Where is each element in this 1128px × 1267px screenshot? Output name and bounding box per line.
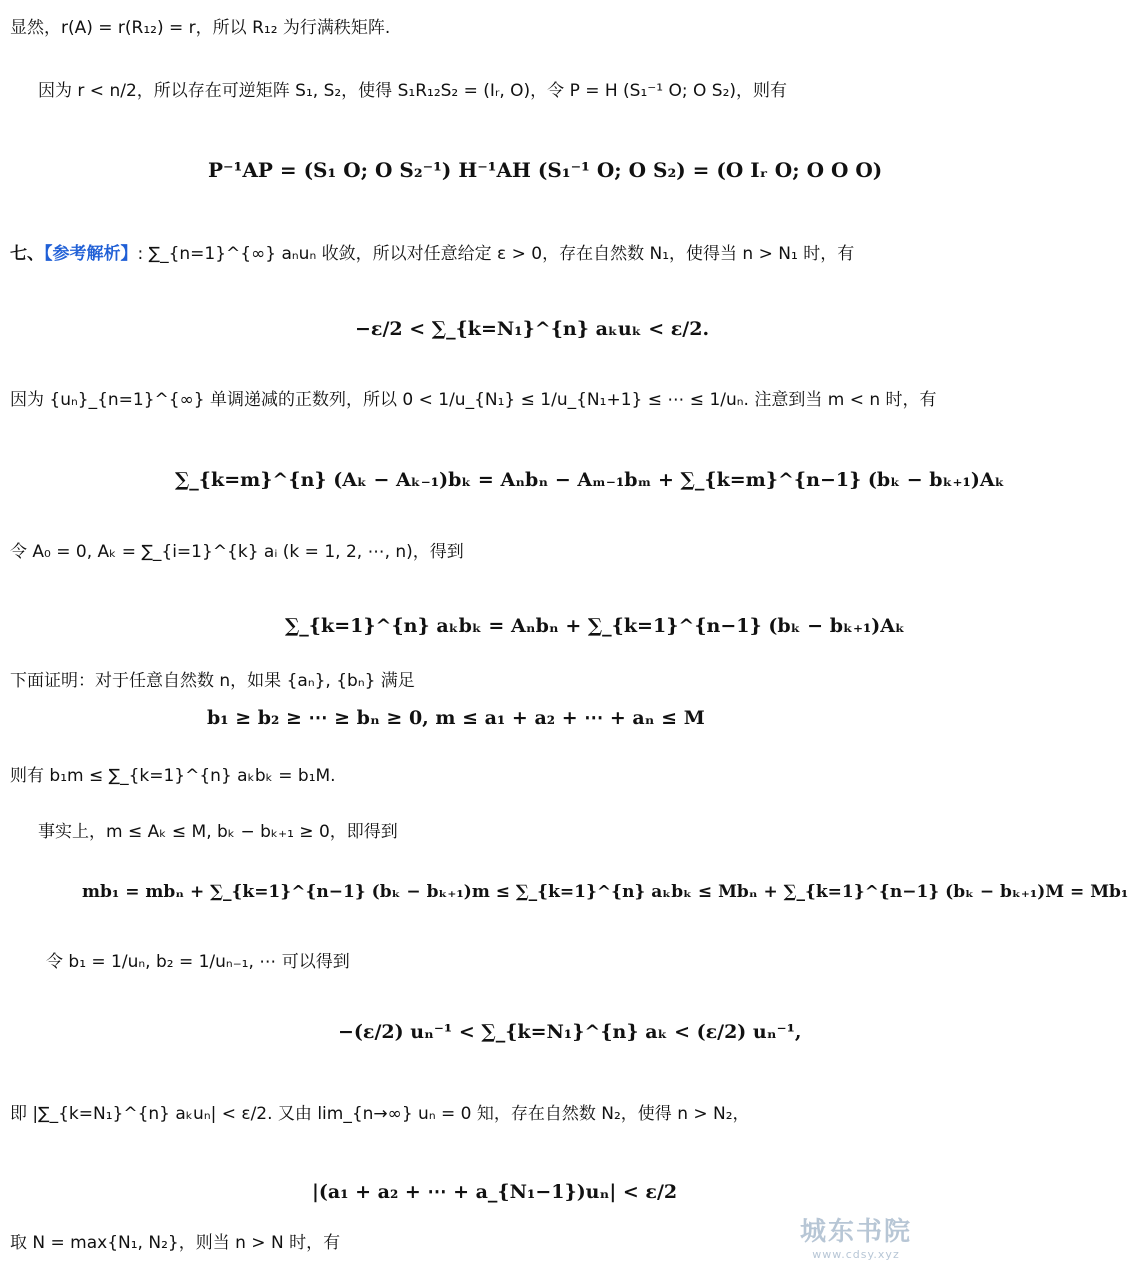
text-line-10	[10, 669, 415, 693]
line-18-equation: |(a₁ + a₂ + ⋯ + a_{N₁−1})uₙ| < ε/2	[312, 1181, 678, 1203]
line-17-text: 即 |∑_{k=N₁}^{n} aₖuₙ| < ε/2. 又由 lim_{n→∞} uₙ = 0 知，存在自然数 N₂，使得 n > N₂，	[10, 1104, 750, 1124]
section-tag: 【参考解析】	[44, 244, 138, 264]
equation-line-3	[208, 158, 882, 184]
text-line-19	[10, 1231, 340, 1255]
line-8-text: 令 A₀ = 0, Aₖ = ∑_{i=1}^{k} aᵢ (k = 1, 2, ⋯, n)，得到	[10, 542, 464, 562]
text-line-17	[10, 1102, 750, 1126]
watermark-sub: www.cdsy.xyz	[812, 1248, 900, 1261]
equation-line-7	[175, 468, 1005, 493]
line-2-text: 因为 r < n/2，所以存在可逆矩阵 S₁, S₂，使得 S₁R₁₂S₂ = (Iᵣ, O)，令 P = H (S₁⁻¹ O; O S₂)，则有	[38, 81, 788, 101]
line-4-text: : ∑_{n=1}^{∞} aₙuₙ 收敛，所以对任意给定 ε > 0，存在自然数 N₁，使得当 n > N₁ 时，有	[137, 244, 855, 264]
line-16-equation: −(ε/2) uₙ⁻¹ < ∑_{k=N₁}^{n} aₖ < (ε/2) uₙ⁻¹,	[338, 1021, 802, 1043]
text-line-8	[10, 540, 464, 564]
line-14-equation: mb₁ = mbₙ + ∑_{k=1}^{n−1} (bₖ − bₖ₊₁)m ≤ ∑_{k=1}^{n} aₖbₖ ≤ Mbₙ + ∑_{k=1}^{n−1} (bₖ − bₖ₊₁)M = Mb₁	[82, 882, 1128, 902]
line-19-text: 取 N = max{N₁, N₂}，则当 n > N 时，有	[10, 1233, 341, 1253]
line-11-equation: b₁ ≥ b₂ ≥ ⋯ ≥ bₙ ≥ 0, m ≤ a₁ + a₂ + ⋯ + aₙ ≤ M	[207, 707, 705, 729]
text-line-1	[10, 16, 390, 40]
line-12-text: 则有 b₁m ≤ ∑_{k=1}^{n} aₖbₖ = b₁M.	[10, 766, 336, 786]
line-5-equation: −ε/2 < ∑_{k=N₁}^{n} aₖuₖ < ε/2.	[355, 318, 710, 340]
text-line-12	[10, 764, 336, 788]
watermark-logo	[800, 1211, 912, 1261]
line-1-text: 显然，r(A) = r(R₁₂) = r，所以 R₁₂ 为行满秩矩阵.	[10, 18, 391, 38]
equation-line-11	[207, 706, 705, 731]
equation-line-18	[312, 1180, 677, 1205]
text-line-2	[38, 79, 787, 103]
line-6-text: 因为 {uₙ}_{n=1}^{∞} 单调递减的正数列，所以 0 < 1/u_{N₁} ≤ 1/u_{N₁+1} ≤ ⋯ ≤ 1/uₙ. 注意到当 m < n 时，有	[10, 390, 937, 410]
equation-line-9	[285, 614, 905, 639]
text-line-4	[10, 242, 854, 266]
line-3-equation: P⁻¹AP = (S₁ O; O S₂⁻¹) H⁻¹AH (S₁⁻¹ O; O S₂) = (O Iᵣ O; O O O)	[208, 158, 883, 182]
line-9-equation: ∑_{k=1}^{n} aₖbₖ = Aₙbₙ + ∑_{k=1}^{n−1} (bₖ − bₖ₊₁)Aₖ	[285, 615, 905, 637]
text-line-13	[38, 820, 398, 844]
watermark-main: 城东书院	[799, 1217, 912, 1247]
section-number: 七、	[10, 244, 44, 264]
line-7-equation: ∑_{k=m}^{n} (Aₖ − Aₖ₋₁)bₖ = Aₙbₙ − Aₘ₋₁bₘ + ∑_{k=m}^{n−1} (bₖ − bₖ₊₁)Aₖ	[175, 469, 1005, 491]
text-line-6	[10, 388, 937, 412]
line-13-text: 事实上，m ≤ Aₖ ≤ M, bₖ − bₖ₊₁ ≥ 0，即得到	[38, 822, 398, 842]
line-15-text: 令 b₁ = 1/uₙ, b₂ = 1/uₙ₋₁, ⋯ 可以得到	[46, 952, 350, 972]
equation-line-5	[355, 317, 709, 342]
line-10-text: 下面证明：对于任意自然数 n，如果 {aₙ}, {bₙ} 满足	[10, 671, 415, 691]
equation-line-16	[338, 1020, 802, 1045]
equation-line-14	[82, 880, 1128, 904]
text-line-15	[46, 950, 350, 974]
